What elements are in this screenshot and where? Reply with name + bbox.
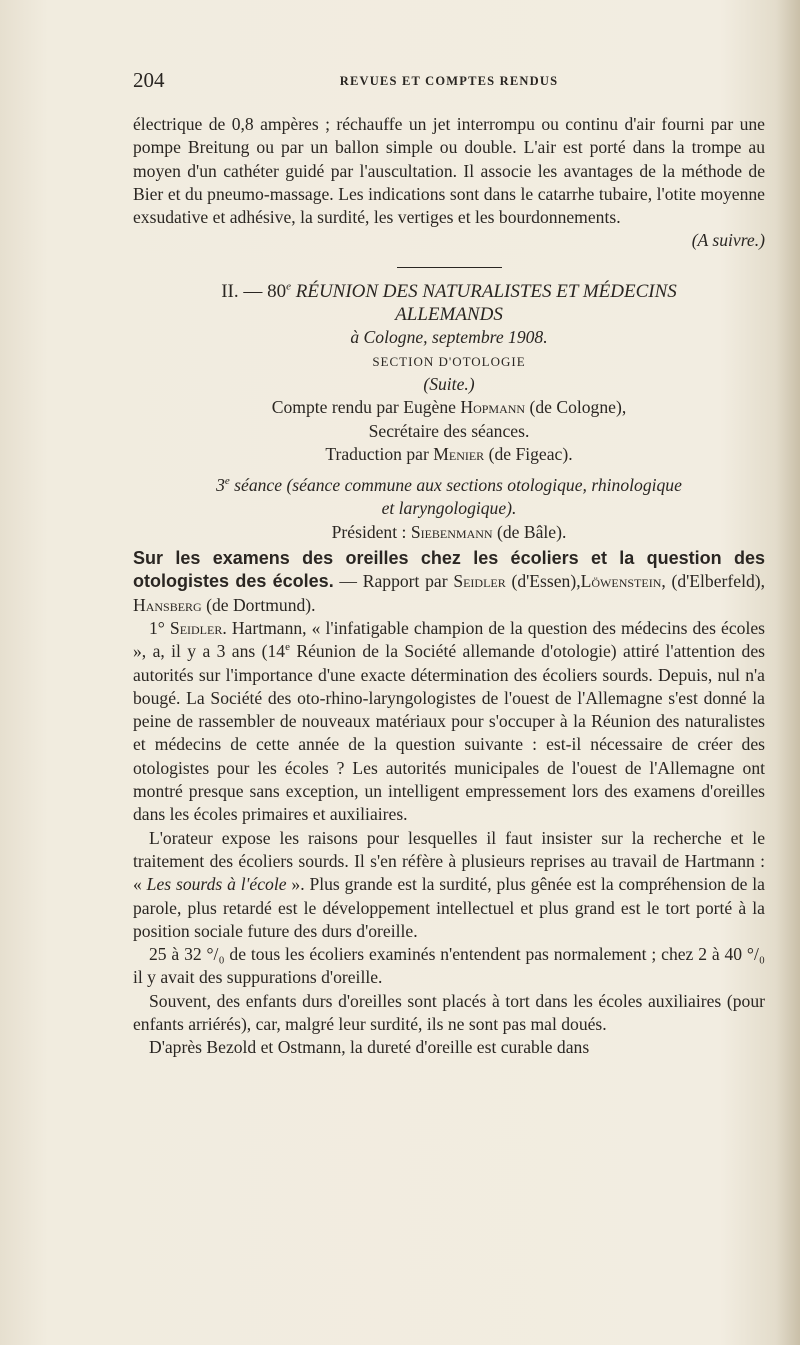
translation-credit [133, 443, 765, 466]
session-line2: et laryngologique). [381, 498, 517, 519]
page-body [133, 113, 765, 1060]
topic-heading: Sur les examens des oreilles chez les écoliers et la question des otologistes des écoles. [133, 548, 765, 592]
report-suffix: (de Cologne), [525, 397, 627, 418]
president-suffix: (de Bâle). [492, 521, 567, 542]
rapport-prefix: — Rapport par [333, 571, 454, 592]
paragraph-3: 25 à 32 °/₀ de tous les écoliers examinés n'entendent pas normalement ; chez 2 à 40 °/₀ il y avait des suppurations d'oreille. [133, 944, 765, 988]
topic-paragraph [133, 547, 765, 617]
translation-suffix: (de Figeac). [484, 443, 573, 464]
p1-text: . Hartmann, « l'infatigable champion de la question des médecins des écoles », a, il y a 3 ans (14 [133, 617, 765, 662]
report-prefix: Compte rendu par Eugène [271, 397, 461, 418]
p1-sup: e [285, 641, 290, 654]
section-title-line2: ALLEMANDS [395, 304, 503, 326]
rapporteur-2: Löwenstein [580, 571, 662, 592]
section-divider [397, 267, 502, 268]
president-name: Siebenmann [410, 521, 493, 542]
rapporteur-3: Hansberg [133, 594, 202, 615]
running-title: REVUES ET COMPTES RENDUS [339, 74, 559, 88]
p2-text: L'orateur expose les raisons pour lesquelles il faut insister sur la recherche et le traitement des écoliers sourds. Il s'en réfère à plusieurs reprises au travail de Hartmann : « [133, 827, 765, 895]
report-role: Secrétaire des séances. [368, 420, 530, 441]
page-header [133, 68, 765, 98]
rapport-mid2: , (d'Elberfeld), [661, 571, 766, 592]
p1-name: Seidler [169, 617, 223, 638]
subsection-title: SECTION D'OTOLOGIE [372, 353, 526, 369]
paragraph-1 [133, 617, 765, 827]
session-number: 3 [216, 475, 225, 496]
section-number-sup: e [286, 280, 291, 293]
p2-text2: ». Plus grande est la surdité, plus gênée est la compréhension de la parole, plus retardé est le développement intellectuel et plus grand est le tort porté à la position sociale future des durs d'oreille. [133, 874, 765, 941]
paragraph-5: D'après Bezold et Ostmann, la dureté d'oreille est curable dans [149, 1037, 590, 1058]
president-prefix: Président : [331, 521, 411, 542]
paragraph-2 [133, 827, 765, 943]
p1-prefix: 1° [149, 617, 170, 638]
rapport-mid1: (d'Essen), [505, 571, 581, 592]
intro-paragraph: électrique de 0,8 ampères ; réchauffe un jet interrompu ou continu d'air fourni par une pompe Breitung ou par un ballon simple ou double. L'air est porté dans la trompe au moyen d'un cathéter guidé par l'auscultation. Il associe les avantages de la méthode de Bier et du pneumo-massage. Les indications sont dans le catarrhe tubaire, l'otite moyenne exsudative et adhésive, la surdité, les vertiges et les bourdonnements. [133, 114, 765, 228]
p1-text2: Réunion de la Société allemande d'otologie) attiré l'attention des autorités sur l'importance d'une exacte détermination des écoliers sourds. Depuis, nul n'a bougé. La Société des oto-rhino-laryngologistes de l'ouest de l'Allemagne s'est donné la peine de rassembler de nouveaux matériaux pour s'occuper à la Réunion des naturalistes et médecins de cette année de la question suivante : est-il nécessaire de créer des otologistes pour les écoles ? Les autorités municipales de l'ouest de l'Allemagne ont montré presque sans exception, un intelligent empressement lors des examens d'oreilles dans les écoles primaires et auxiliaires. [133, 641, 765, 825]
section-location: à Cologne, septembre 1908. [350, 327, 548, 348]
session-line1: séance (séance commune aux sections otologique, rhinologique [229, 475, 682, 496]
translator-name: Menier [433, 443, 485, 464]
session-title [133, 474, 765, 497]
p2-italic: Les sourds à l'école [146, 874, 287, 895]
section-title [133, 280, 765, 303]
rapport-end: (de Dortmund). [201, 594, 316, 615]
section-title-line1: RÉUNION DES NATURALISTES ET MÉDECINS [290, 280, 677, 302]
translation-prefix: Traduction par [325, 443, 434, 464]
report-credit [133, 396, 765, 419]
paragraph-4: Souvent, des enfants durs d'oreilles sont placés à tort dans les écoles auxiliaires (pour enfants arriérés), car, malgré leur surdité, ils ne sont pas mal doués. [133, 990, 765, 1034]
session-president [133, 521, 765, 544]
session-sup: e [224, 475, 230, 488]
page-number: 204 [133, 68, 165, 92]
to-follow-note: (A suivre.) [691, 230, 765, 251]
section-number: II. — 80 [221, 280, 287, 302]
rapporteur-1: Seidler [453, 571, 506, 592]
report-author: Hopmann [460, 397, 526, 418]
suite-note: (Suite.) [423, 373, 475, 394]
